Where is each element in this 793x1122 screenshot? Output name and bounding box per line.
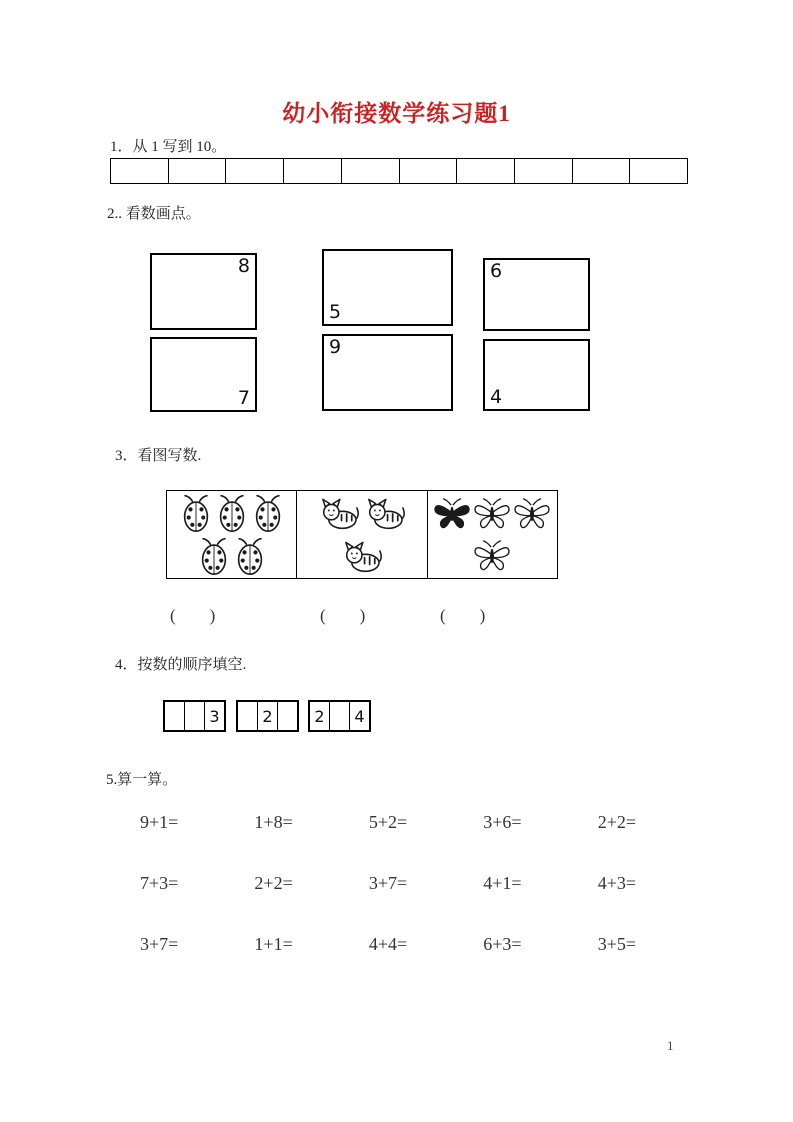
q3-answer-paren[interactable]: ( ) — [320, 606, 366, 625]
q5-problem: 9+1= — [140, 812, 179, 832]
q5-problem: 6+3= — [483, 934, 522, 954]
ladybug-icon — [233, 536, 267, 576]
q3-picture-table — [166, 490, 558, 579]
q2-dot-box[interactable] — [483, 339, 590, 411]
question-3-label: 3．看图写数. — [115, 448, 202, 464]
q1-answer-grid — [110, 158, 688, 184]
ladybug-icon — [197, 536, 231, 576]
q4-strip-cell: 2 — [258, 702, 278, 730]
q2-box-number: 8 — [237, 255, 250, 277]
q1-grid-cell[interactable] — [400, 159, 458, 183]
q5-problem: 4+1= — [483, 873, 522, 893]
q4-strip-cell[interactable] — [185, 702, 205, 730]
q1-grid-cell[interactable] — [111, 159, 169, 183]
q4-strip — [236, 700, 299, 732]
q3-cell-cats — [297, 491, 427, 578]
butterfly-icon — [433, 497, 471, 530]
q2-box-number: 6 — [490, 260, 503, 282]
q2-dot-box[interactable] — [322, 249, 453, 326]
q1-grid-cell[interactable] — [630, 159, 687, 183]
q4-strip — [308, 700, 371, 732]
q5-problem-row — [140, 873, 636, 894]
q4-strip-cell: 2 — [310, 702, 330, 730]
question-4-label: 4．按数的顺序填空. — [115, 657, 247, 673]
cat-icon — [363, 496, 407, 530]
q3-answer-paren[interactable]: ( ) — [440, 606, 486, 625]
q4-strip-cell[interactable] — [278, 702, 297, 730]
q5-problem: 4+3= — [597, 873, 636, 893]
page-number: 1 — [667, 1038, 674, 1053]
q2-box-number: 4 — [490, 386, 503, 408]
q5-problem: 3+7= — [140, 934, 179, 954]
ladybug-icon — [251, 493, 285, 533]
q2-box-number: 9 — [329, 336, 342, 358]
q2-dot-box[interactable] — [150, 253, 257, 330]
q5-problem: 1+1= — [254, 934, 293, 954]
q1-grid-cell[interactable] — [342, 159, 400, 183]
q2-dot-box[interactable] — [483, 258, 590, 331]
q2-box-number: 7 — [237, 387, 250, 409]
q1-grid-cell[interactable] — [284, 159, 342, 183]
q5-problem: 7+3= — [140, 873, 179, 893]
q1-grid-cell[interactable] — [573, 159, 631, 183]
q5-problem-row — [140, 812, 636, 833]
ladybug-icon — [215, 493, 249, 533]
q4-strip-cell[interactable] — [238, 702, 258, 730]
question-2-label: 2.. 看数画点。 — [107, 206, 201, 222]
q4-strip — [163, 700, 226, 732]
q5-problem: 4+4= — [368, 934, 408, 954]
question-5-label: 5.算一算。 — [106, 772, 178, 788]
q5-problem-row — [140, 934, 636, 955]
q5-problem: 3+7= — [368, 873, 408, 893]
q3-answer-paren[interactable]: ( ) — [170, 606, 216, 625]
q1-grid-cell[interactable] — [226, 159, 284, 183]
butterfly-icon — [473, 497, 511, 530]
q3-cell-butterflies — [428, 491, 557, 578]
q4-strip-cell: 3 — [209, 706, 220, 726]
q4-strip-cell[interactable] — [165, 702, 185, 730]
q2-dot-box[interactable] — [150, 337, 257, 412]
ladybug-icon — [179, 493, 213, 533]
page-title: 幼小衔接数学练习题1 — [282, 101, 511, 126]
q5-problem: 3+5= — [597, 934, 636, 954]
q5-problem: 2+2= — [597, 812, 636, 832]
q1-grid-cell[interactable] — [457, 159, 515, 183]
butterfly-icon — [513, 497, 551, 530]
question-1-label: 1．从 1 写到 10。 — [110, 139, 227, 155]
q5-problem: 5+2= — [368, 812, 408, 832]
butterfly-icon — [473, 539, 511, 572]
q2-dot-box[interactable] — [322, 334, 453, 411]
q1-grid-cell[interactable] — [515, 159, 573, 183]
cat-icon — [340, 539, 384, 573]
q2-box-number: 5 — [329, 301, 342, 323]
cat-icon — [317, 496, 361, 530]
q3-cell-ladybugs — [167, 491, 297, 578]
q5-problem: 3+6= — [483, 812, 522, 832]
q1-grid-cell[interactable] — [169, 159, 227, 183]
q5-problem: 1+8= — [254, 812, 293, 832]
q4-strip-cell: 4 — [354, 706, 365, 726]
q4-strip-cell[interactable] — [330, 702, 350, 730]
q5-problem: 2+2= — [254, 873, 293, 893]
